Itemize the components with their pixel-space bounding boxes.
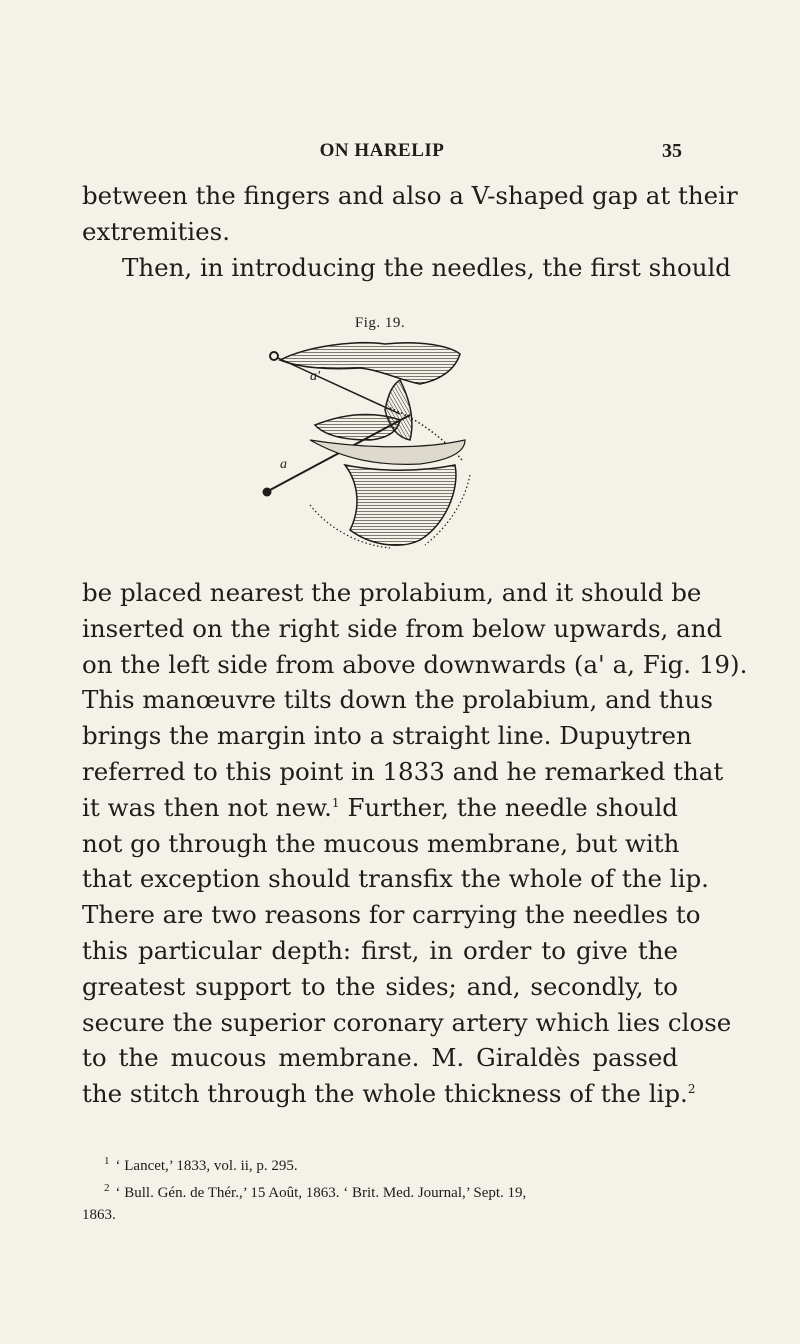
text-line (82, 790, 678, 826)
footnote-ref-2[interactable]: 2 (687, 1082, 696, 1096)
text-line: not go through the mucous membrane, but with (82, 828, 680, 858)
footnote-2 (82, 1177, 678, 1204)
text-line: referred to this point in 1833 and he remarked that (82, 756, 724, 786)
text-line: inserted on the right side from below upwards, and (82, 613, 723, 643)
text-line (82, 1076, 696, 1112)
text-line: secure the superior coronary artery which lies close (82, 1007, 732, 1037)
footnote-2-continued: 1863. (82, 1207, 116, 1223)
page-number: 35 (662, 140, 682, 162)
page-header (82, 140, 682, 170)
footnotes (82, 1150, 678, 1226)
figure-caption: Fig. 19. (354, 315, 406, 331)
footnote-text: ‘ Lancet,’ 1833, vol. ii, p. 295. (115, 1158, 298, 1174)
text-line: be placed nearest the prolabium, and it should be (82, 578, 702, 607)
text-line: this particular depth: first, in order to give the (82, 935, 678, 965)
text-line: that exception should transfix the whole of the lip. (82, 864, 709, 894)
upper-lip-shape (280, 343, 460, 384)
text-segment: the stitch through the whole thickness of the lip. (82, 1079, 688, 1109)
text-line: extremities. (82, 216, 230, 246)
text-line: There are two reasons for carrying the needles to (82, 900, 701, 930)
text-line: to the mucous membrane. M. Giraldès passed (82, 1043, 678, 1073)
footnote-ref-1[interactable]: 1 (331, 795, 340, 810)
paragraph-1 (82, 178, 738, 285)
text-line: between the fingers and also a V-shaped gap at their (82, 181, 738, 210)
text-line: on the left side from above downwards (a' a, Fig. 19). (82, 649, 748, 679)
lower-lip-shape (345, 465, 456, 545)
text-segment: Further, the needle should (347, 792, 678, 822)
footnote-1 (82, 1150, 678, 1177)
footnote-text: ‘ Bull. Gén. de Thér.,’ 15 Août, 1863. ‘ Brit. Med. Journal,’ Sept. 19, (115, 1185, 527, 1201)
text-line: This manœuvre tilts down the prolabium, and thus (82, 685, 713, 715)
text-segment: it was then not new. (82, 792, 332, 822)
footnote-number: 2 (104, 1182, 110, 1194)
footnote-number: 1 (104, 1155, 110, 1167)
figure-label-a: a (280, 457, 287, 472)
text-line: greatest support to the sides; and, secondly, to (82, 971, 678, 1001)
lower-needle-head (263, 488, 272, 497)
running-head: ON HARELIP (319, 140, 445, 161)
paragraph-2 (82, 575, 748, 1112)
figure-label-a-prime: a' (310, 369, 320, 384)
text-line: brings the margin into a straight line. Dupuytren (82, 721, 692, 751)
figure-illustration (250, 340, 510, 555)
text-line: Then, in introducing the needles, the first should (122, 252, 731, 282)
mouth-opening (310, 440, 465, 464)
upper-needle-head (270, 352, 278, 360)
